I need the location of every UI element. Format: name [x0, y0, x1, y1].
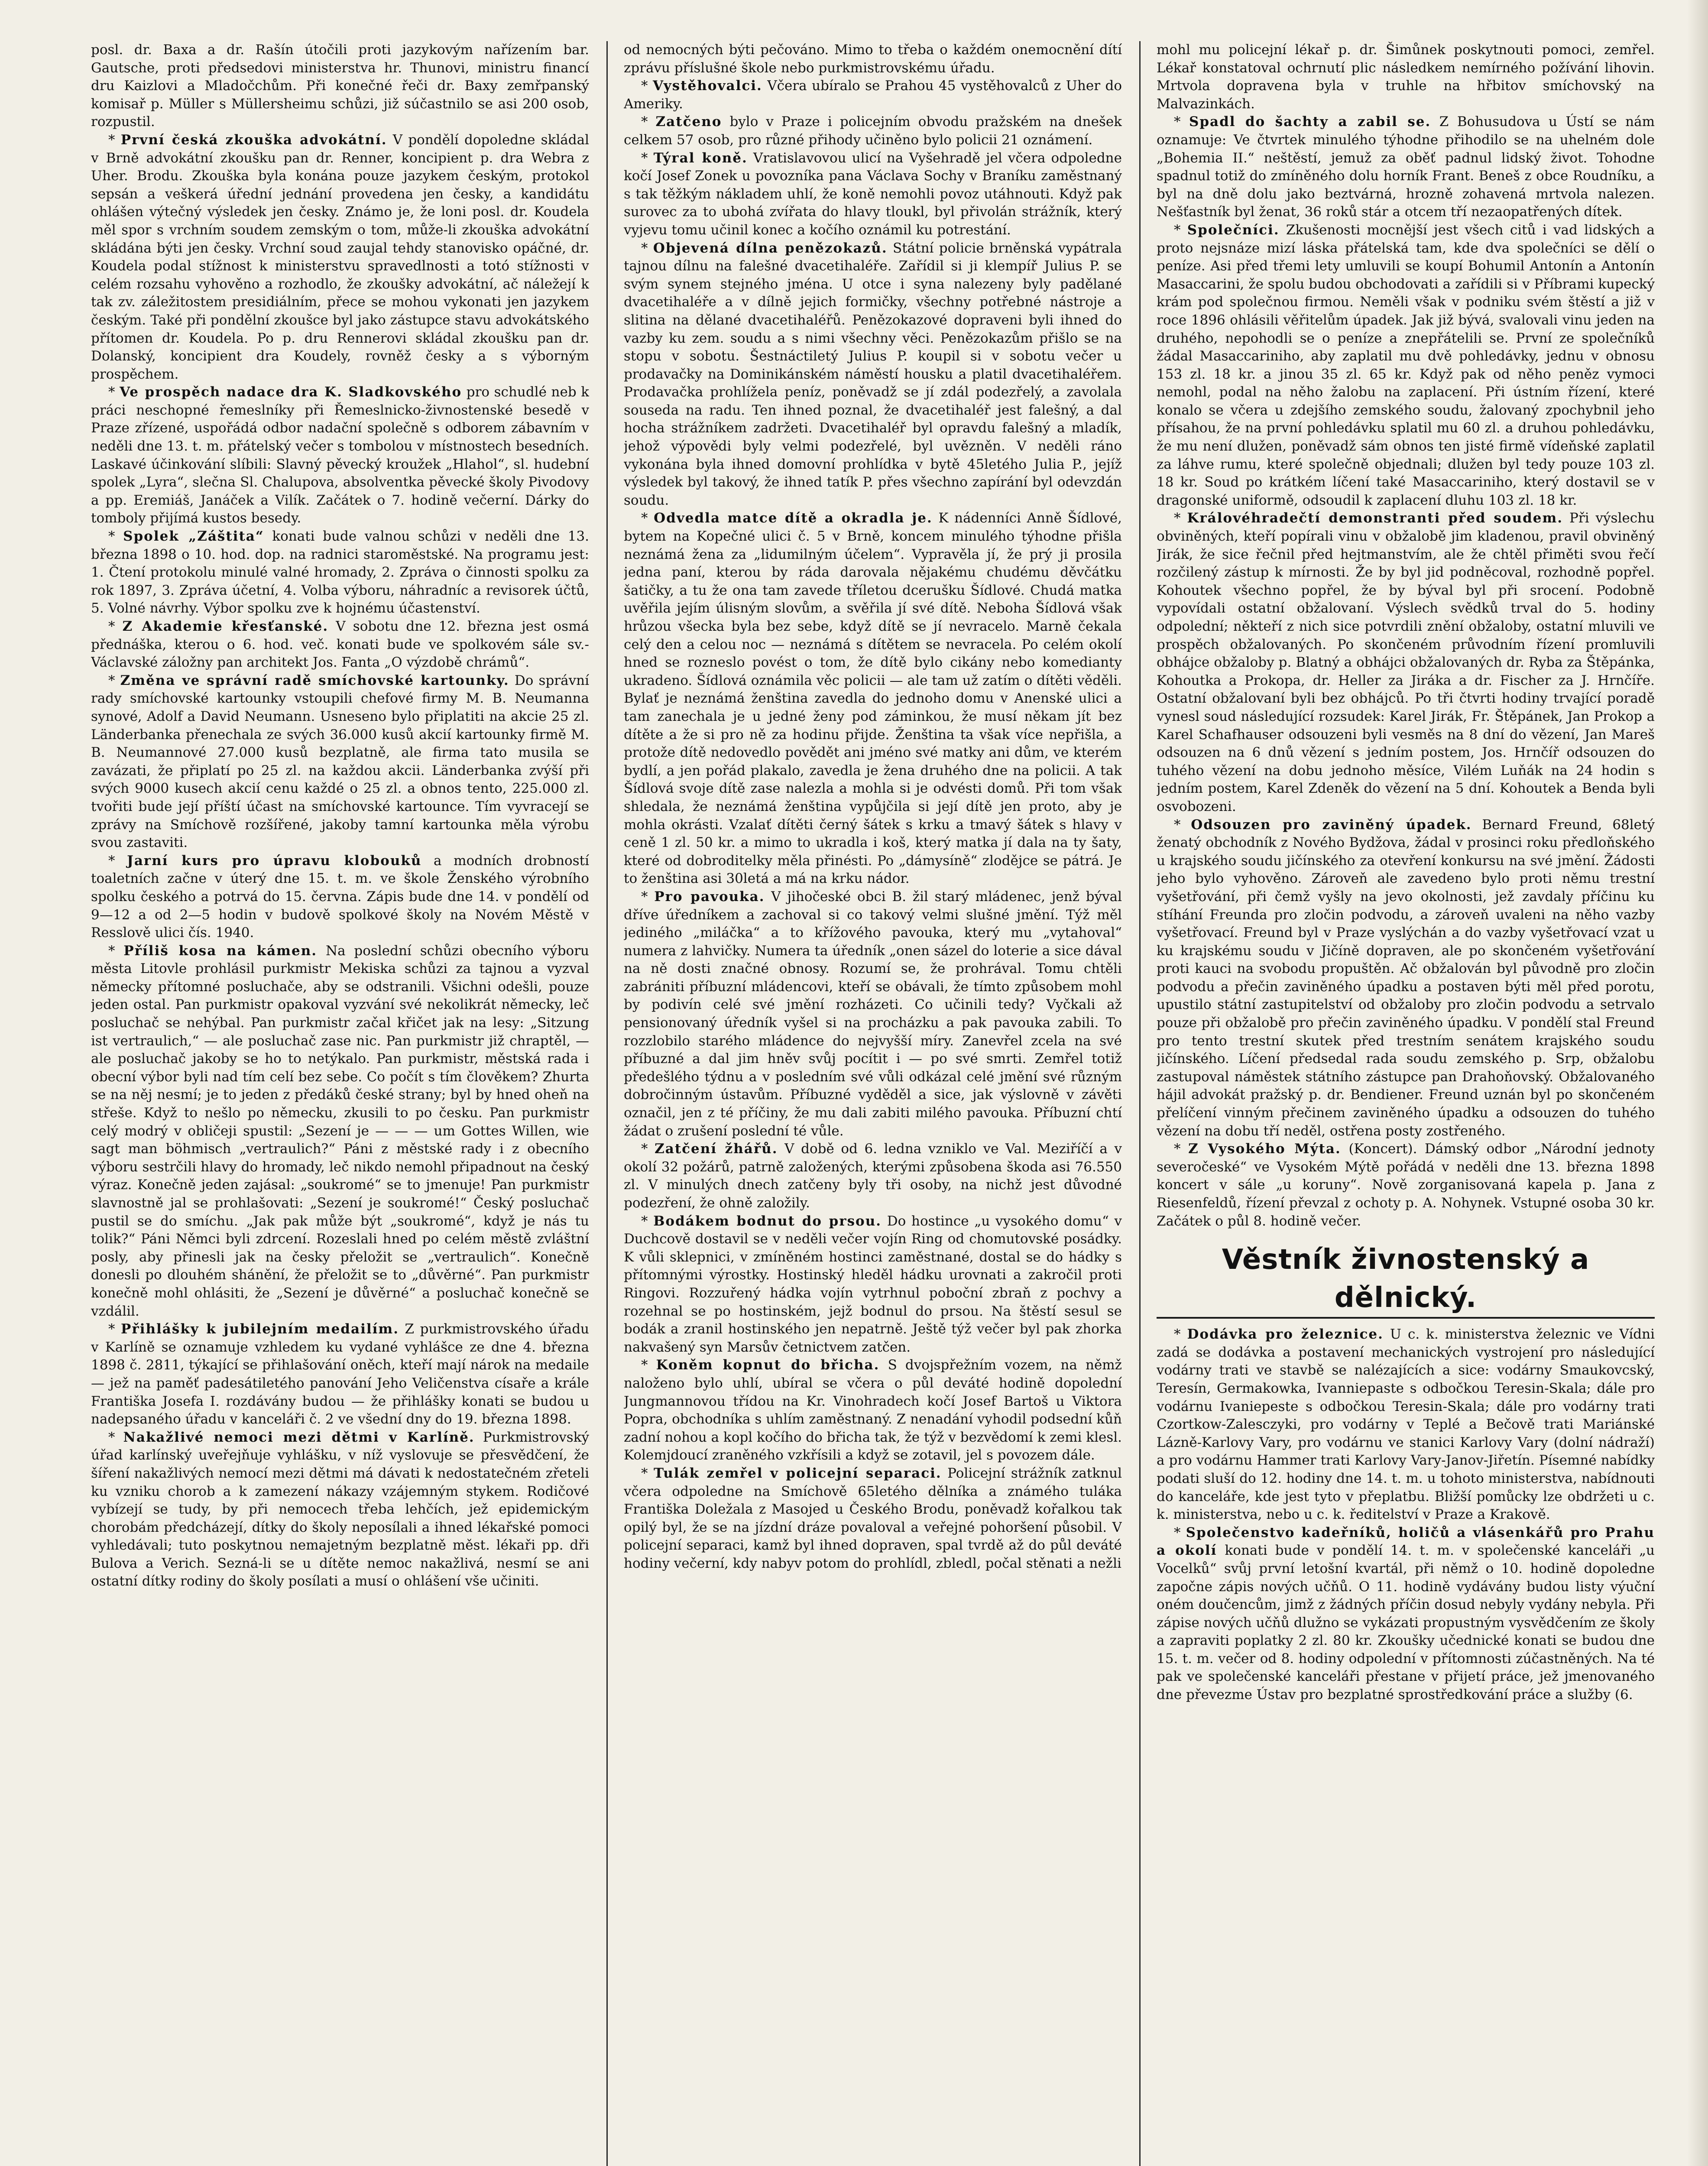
article-heading: Ve prospěch nadace dra K. Sladkovského: [120, 384, 462, 400]
article-heading: Zatčení žhářů.: [655, 1141, 778, 1157]
section-title: Věstník živnostenský a dělnický.: [1157, 1241, 1655, 1319]
article-text: Z purkmistrovského úřadu v Karlíně se oznamuje vzhledem ku vydané vyhlášce ze dne 4. března 1898 č. 2811, týkající se přihlašování oněch, kteří mají nárok na medaile — jež na paměť padesátiletého panování Jeho Veličenstva císaře a krále Františka Josefa I. rozdávány budou — že přihlášky konati se budou u nadepsaného úřadu v kanceláři č. 2 ve všední dny do 19. března 1898.: [91, 1321, 589, 1427]
article-heading: Pro pavouka.: [654, 888, 765, 905]
article-text: od nemocných býti pečováno. Mimo to třeba o každém onemocnění dítí zprávu příslušné škole nebo purkmistrovskému úřadu.: [624, 42, 1122, 76]
article-paragraph: * Změna ve správní radě smíchovské kartounky. Do správní rady smíchovské kartounky vstoupili chefové firmy M. B. Neumanna synové, Adolf a David Neumann. Usneseno bylo připlatiti na akcie 25 zl. Länderbanka přenechala ze svých 36.000 kusů akcií kartounky firmě M. B. Neumannové 27.000 kusů bezplatně, ale firma tato musila se zavázati, že připlatí po 25 zl. na každou akcii. Länderbanka zvýší při svých 9000 kusech akcií cenu každé o 25 zl. a obnos tento, 225.000 zl. tvořiti bude její příští účast na smíchovské kartounce. Tím vyvracejí se zprávy na Smíchově rozšířené, jakoby tamní kartounka měla výrobu svou zastaviti.: [91, 672, 589, 851]
article-heading: Změna ve správní radě smíchovské kartounky.: [120, 672, 509, 688]
article-paragraph: * Zatčeno bylo v Praze i policejním obvodu pražském na dnešek celkem 57 osob, pro různé přihody učiněno bylo policii 21 oznámení.: [624, 114, 1122, 148]
article-heading: Odsouzen pro zaviněný úpadek.: [1191, 817, 1472, 833]
article-heading: Vystěhovalci.: [652, 78, 762, 94]
column-rule-right: [1139, 41, 1141, 2166]
article-paragraph: * Tulák zemřel v policejní separaci. Policejní strážník zatknul včera odpoledne na Smíchově 65letého dělníka a známého tuláka Františka Doležala z Masojed u Českého Brodu, poněvadž kořalkou tak opilý byl, že se na jízdní dráze povaloval a veřejné pohoršení působil. V policejní separaci, kamž byl ihned dopraven, spal tvrdě až do půl deváté hodiny večerní, kdy nabyv potom do prohlídl, zbledl, počal stěnati a nežli: [624, 1465, 1122, 1571]
article-paragraph: * První česká zkouška advokátní. V pondělí dopoledne skládal v Brně advokátní zkoušku pan dr. Renner, koncipient p. dra Webra z Uher. Brodu. Zkouška byla konána pouze jazykem českým, protokol sepsán a veškerá úřední jednání provedena jen česky, a kandidátu ohlášen výtečný výsledek jen česky. Známo je, že loni posl. dr. Koudela měl spor s vrchním soudem zemským o tom, může-li zkouška advokátní skládána býti jen česky. Vrchní soud zaujal tehdy stanovisko opáčné, dr. Koudela podal stížnost k ministerstvu spravedlnosti a totó stížnosti v celém rozsahu vyhověno a rozhodlo, že zkoušky advokátní, ač náležejí k tak zv. záležitostem presidiálním, přece se mohou vykonati jen jazykem českým. Také při pondělní zkoušce byl jako zástupce stavu advokátského přítomen dr. Koudela. Po p. dru Rennerovi skládal zkoušku pan dr. Dolanský, koncipient dra Koudely, rovněž česky a s výborným prospěchem.: [91, 132, 589, 382]
article-text: Purkmistrovský úřad karlínský uveřejňuje vyhlášku, v níž vyslovuje se přesvědčení, že šíření nakažlivých nemocí mezi dětmi má dávati k nedostatečném zřeteli ku vzniku chorob a k zamezení nákazy vzájemným stykem. Rodičové vybízejí se tudy, by při nemocech třeba lehčích, jež epidemickým chorobám předcházejí, dítky do školy neposílali a ihned lékařské pomoci vyhledávali; tuto poskytnou nemajetným bezplatně měst. lékaři pp. dři Bulova a Verich. Sezná-li se u dítěte nemoc nakažlivá, nesmí se ani ostatní dítky rodiny do školy posílati a musí o ohlášení vše učiniti.: [91, 1429, 589, 1589]
article-heading: Příliš kosa na kámen.: [123, 943, 318, 959]
article-heading: První česká zkouška advokátní.: [120, 132, 387, 148]
article-paragraph: [91, 41, 589, 131]
article-paragraph: * Koněm kopnut do břicha. S dvojspřežním vozem, na němž naloženo bylo uhlí, ubíral se včera o půl deváté hodině dopolední Jungmannovou třídou na Kr. Vinohradech kočí Josef Bartoš u Viktora Popra, obchodníka s uhlím zaměstnaný. Z nenadání vyhodil podsední kůň zadní nohou a kopl kočího do břicha tak, že týž v bezvědomí k zemi klesl. Kolemjdoucí zraněného vzkřísili a když se zotavil, jel s povozem dále.: [624, 1357, 1122, 1463]
article-heading: Tulák zemřel v policejní separaci.: [654, 1465, 942, 1481]
article-heading: Odvedla matce dítě a okradla je.: [654, 510, 933, 526]
article-paragraph: * Přihlášky k jubilejním medailím. Z purkmistrovského úřadu v Karlíně se oznamuje vzhledem ku vydané vyhlášce ze dne 4. března 1898 č. 2811, týkající se přihlašování oněch, kteří mají nárok na medaile — jež na paměť padesátiletého panování Jeho Veličenstva císaře a krále Františka Josefa I. rozdávány budou — že přihlášky konati se budou u nadepsaného úřadu v kanceláři č. 2 ve všední dny do 19. března 1898.: [91, 1321, 589, 1427]
article-heading: Koněm kopnut do břicha.: [656, 1357, 880, 1373]
article-heading: Dodávka pro železnice.: [1187, 1326, 1384, 1342]
article-heading: Z Akademie křesťanské.: [122, 619, 329, 634]
article-heading: Královéhradečtí demonstranti před soudem.: [1187, 510, 1563, 526]
article-paragraph: * Spadl do šachty a zabil se. Z Bohusudova u Ústí se nám oznamuje: Ve čtvrtek minulého týhodne přihodilo se na uhelném dole „Bohemia II.“ neštěstí, jemuž za oběť padnul lidský život. Tohodne spadnul totiž do zmíněného dolu horník Frant. Beneš z obce Roudníku, a byl na dně dolu jako beztvárná, hrozně zohavená mrtvola nalezen. Nešťastník byl ženat, 36 roků stár a otcem tří nezaopatřených dítek.: [1157, 114, 1655, 220]
article-paragraph: * Objevená dílna penězokazů. Státní policie brněnská vypátrala tajnou dílnu na falešné dvacetihaléře. Zařídil si ji klempíř Julius P. se svým synem stejného jména. U otce i syna nalezeny byly padělané dvacetihaléře a v dílně jejich formičky, všechny potřebné nástroje a slitina na dělané dvacetihaléřů. Penězokazové dopraveni byli ihned do vazby ku zem. soudu a s nimi všechny věci. Penězokazům přišlo se na stopu v sobotu. Šestnáctiletý Julius P. koupil si v sobotu večer u prodavačky na Dominikánském náměstí housku a platil dvacetihaléřem. Prodavačka prohlížela peníz, poněvadž se jí zdál podezřelý, a zavolala souseda na radu. Ten ihned poznal, že dvacetihaléř jest falešný, a dal hocha strážníkem zadržeti. Dvacetihaléř byl opravdu falešný a mladík, jehož výpovědi byly velmi podezřelé, byl uvězněn. V neděli ráno vykonána byla ihned domovní prohlídka v bytě 45letého Julia P., jejíž výsledek byl takový, že ihned tatík P. přes všechno zapírání byl odevzdán soudu.: [624, 240, 1122, 508]
article-text: Na poslední schůzi obecního výboru města Litovle prohlásil purkmistr Mekiska schůzi za tajnou a vyzval německy přítomné posluchače, aby se odstranili. Všichni odešli, pouze jeden ostal. Pan purkmistr opakoval vyzvání své nekolikrát německy, leč posluchač se nehýbal. Pan purkmistr začal křičet jak na lesy: „Sitzung ist vertraulich,“ — ale posluchač zase nic. Pan purkmistr již chraptěl, — ale posluchač jakoby se ho to netýkalo. Pan purkmistr, městská rada i obecní výbor byli nad tím celí bez sebe. Co počít s tím člověkem? Zhurta se na něj nesmí; je to jeden z předáků české strany; byl by hned oheň na střeše. Když to nešlo po německu, zkusili to po česku. Pan purkmistr celý modrý v obličeji spustil: „Sezení je — — — um Gottes Willen, wie sagt man böhmisch „vertraulich?“ Páni z městské rady i z obecního výboru sestrčili hlavy do hromady, leč nikdo nemohl připadnout na český výraz. Konečně jeden zajásal: „soukromé“ se to jmenuje! Pan purkmistr slavnostně jal se prohlašovati: „Sezení je soukromé!“ Český posluchač pustil se do smíchu. „Jak pak může být „soukromé“, když je nás tu tolik?“ Páni Němci byli zdrcení. Rozeslali hned po celém městě zvláštní posly, aby přinesli jak na česky přeložit se „vertraulich“. Konečně donesli po dlouhém shánění, že přeložit se to „důvěrné“. Pan purkmistr konečně mohl ohlásiti, že „Sezení je důvěrné“ a posluchač konečně se vzdálil.: [91, 943, 589, 1319]
article-text: Z Bohusudova u Ústí se nám oznamuje: Ve čtvrtek minulého týhodne přihodilo se na uhelném dole „Bohemia II.“ neštěstí, jemuž za oběť padnul lidský život. Tohodne spadnul totiž do zmíněného dolu horník Frant. Beneš z obce Roudníku, a byl na dně dolu jako beztvárná, hrozně zohavená mrtvola nalezen. Nešťastník byl ženat, 36 roků stár a otcem tří nezaopatřených dítek.: [1157, 114, 1655, 220]
article-text: konati bude v pondělí 14. t. m. v společenské kanceláři „u Vocelků“ svůj první letošní kvartál, při němž o 10. hodině dopoledne započne zápis nových učňů. O 11. hodině vydávány budou listy výuční oném doučencům, jimž z žádných příčin dosud nebyly vydány nebyla. Při zápise nových učňů dlužno se vykázati propustným vysvědčením ze školy a zapraviti poplatky 2 zl. 80 kr. Zkoušky učednické konati se budou dne 15. t. m. večer od 8. hodiny odpolední v přítomnosti zúčastněných. Na té pak ve společenské kanceláři přestane v přijetí práce, jež jmenovaného dne převezme Ústav pro bezplatné sprostředkování práce a služby (6.: [1157, 1543, 1655, 1703]
article-text: Při výslechu obviněných, kteří popírali vinu v obžalobě jim kladenou, pravil obviněný Jirák, že sice řečnil před hejtmanstvím, ale že chtěl přiměti svou řečí rozčilený zástup k mírnosti. Že by byl jid podněcoval, rozhodně popřel. Kohoutek všechno popřel, že by býval byl při srocení. Podobně vypovídali ostatní obžalovaní. Výslech svědků trval do 5. hodiny odpolední; někteří z nich sice potvrdili znění obžaloby, ostatní mluvili ve prospěch obžalovaných. Po skončeném průvodním řízení promluvili obhájce obžaloby p. Blatný a obhájci obžalovaných dr. Ryba za Štěpánka, Kohoutka a Prokopa, dr. Heller za Jiráka a dr. Fischer za J. Hrnčíře. Ostatní obžalovaní byli bez obhájců. Po tři čtvrti hodiny trvající poradě vynesl soud následující rozsudek: Karel Jirák, Fr. Štěpánek, Jan Prokop a Karel Schafhauser odsouzeni byli vesměs na 8 dní do vězení, Jan Mareš odsouzen na 6 dnů vězení s jedním postem, Jos. Hrnčíř odsouzen do tuhého vězení na dobu jednoho měsíce, Vilém Luňák na 24 hodin s jedním postem, Karel Zdeněk do vězení na 5 dní. Kohoutek a Benda byli osvobozeni.: [1157, 510, 1655, 814]
article-text: Vratislavovou ulicí na Vyšehradě jel včera odpoledne kočí Josef Zonek u povozníka pana Václava Sochy v Braníku zaměstnaný s tak těžkým nákladem uhlí, že koně nemohli povoz utáhnouti. Když pak surovec za to ubohá zvířata do hlavy tloukl, byl přivolán strážník, který vyjevu tomu učinil konec a kočího oznámil ku potrestání.: [624, 150, 1122, 238]
article-paragraph: * Společníci. Zkušenosti mocnější jest všech citů i vad lidských a proto nejsnáze mizí láska přátelská tam, kde dva společníci se dělí o peníze. Asi před třemi lety umluvili se koupí Bohumil Antonín a Antonín Masaccarini, že spolu budou obchodovati a zařídili si v Příbrami kupecký krám pod společnou firmou. Neměli však v podniku svém štěstí a již v roce 1896 ohlásili věřitelům úpadek. Jak již bývá, svalovali vinu jeden na druhého, nepohodli se o peníze a znepřátelili se. První ze společníků žádal Masaccariniho, aby zaplatil mu dvě pohledávky, jednu v obnosu 153 zl. 18 kr. a jinou 35 zl. 65 kr. Když pak od něho peněz vymoci nemohl, podal na něho žalobu na zaplacení. Při ústním řízení, které konalo se včera u zdejšího zemského soudu, žalovaný zpochybnil jeho přísahou, že na první pohledávku splatil mu 60 zl. a druhou pohledávku, že mu není dlužen, poněvadž sám obnos ten jisté firmě vídeňské zaplatil za láhve rumu, které společně objednali; dlužen byl tedy pouze 103 zl. 18 kr. Soud po krátkém líčení také Masaccarinihо, který dostavil se v dragonské uniformě, odsoudil k zaplacení dluhu 103 zl. 18 kr.: [1157, 222, 1655, 508]
article-heading: Zatčeno: [655, 114, 722, 130]
article-text: mohl mu policejní lékař p. dr. Šimůnek poskytnouti pomoci, zemřel. Lékař konstatoval ochrnutí plic následkem nemírného požívání lihovin. Mrtvola dopravena byla v truhle na hřbitov smíchovský na Malvazinkách.: [1157, 42, 1655, 112]
article-heading: Bodákem bodnut do prsou.: [653, 1213, 882, 1229]
article-paragraph: * Jarní kurs pro úpravu klobouků a modních drobností toaletních začne v úterý dne 15. t. m. ve škole Ženského výrobního spolku českého a potrvá do 15. června. Zápis bude dne 14. v pondělí od 9—12 a od 2—5 hodin v budově spolkové školy na Novém Městě v Resslově ulici čís. 1940.: [91, 853, 589, 941]
column-3: [1157, 41, 1655, 2166]
article-paragraph: * Dodávka pro železnice. U c. k. ministerstva železnic ve Vídni zadá se dodávka a postavení mechanických vystrojení pro následující vodárny trati ve stavbě se nalézajících a sice: vodárny Smaukovcský, Teresín, Germakowka, Ivanniepaste s odbočkou Teresin-Skala; dále pro vodárnu Ivaniepeste s odbočkou Teresin-Skala; dále pro vodárny trati Czortkow-Zalesczyki, pro vodárny v Teplé a Bečově trati Mariánské Lázně-Karlovy Vary, pro vodárnu ve stanici Karlovy Vary (dolní nádraží) a pro vodárnu Hammer trati Karlovy Vary-Janov-Jiřetín. Písemné nabídky podati sluší do 12. hodiny dne 14. t. m. u tohoto ministerstva, nabídnouti do kanceláře, kde jest tyto v přeplatbu. Bližší pomůcky lze obdržeti u c. k. ministerstva, nebo u c. k. ředitelství v Praze a Krakově.: [1157, 1326, 1655, 1523]
article-paragraph: * Odvedla matce dítě a okradla je. K nádenníci Anně Šídlové, bytem na Kopečné ulici č. 5 v Brně, koncem minulého týhodne přišla neznámá žena za „lidumilným účelem“. Vypravěla jí, že prý ji prosila jedna paní, kterou by ráda darovala nějakému chudému děvčátku šatičky, a tu že ona tam zavede tříletou dcerušku Šídlové. Chudá matka uvěřila jejím úlisným slovům, a svěřila jí své dítě. Neboha Šídlová však hrůzou všecka byla bez sebe, když dítě se jí nevracelo. Marně čekala celý den a celou noc — neznámá s dítětem se nevracela. Po celém okolí hned se rozneslo povést o tom, že dítě bylo cikány nebo komedianty ukradeno. Šídlová oznámila věc policii — ale tam už zatím o dítěti věděli. Bylať je neznámá ženština zavedla do jednoho domu v Anenské ulici a tam zanechala je u jedné ženy pod záminkou, že musí někam jít bez dítěte a že si pro ně za hodinu přijde. Ženština ta však více nepřišla, a protože dítě nedovedlo povědět ani jméno své matky ani dům, ve kterém bydlí, a jen pořád plakalo, zavedla je žena druhého dne na policii. A tak Šídlová svoje dítě zase nalezla a mohla si je odvésti domů. Při tom však shledala, že neznámá ženština vypůjčila si její dítě jen proto, aby je mohla okrásti. Vzalať dítěti černý šátek s krku a tmavý šátek s hlavy v ceně 1 zl. 50 kr. a mimo to ukradla i koš, který matka jí dala na ty šaty, které od dobroditelky měla přinésti. Po „dámysíně“ zlodějce se pátrá. Je to ženština asi 30letá a má na krku nádor.: [624, 510, 1122, 887]
article-paragraph: * Z Akademie křesťanské. V sobotu dne 12. března jest osmá přednáška, kterou o 6. hod. več. konati bude ve spolkovém sále sv.-Václavské záložny pan architekt Jos. Fanta „O výzdobě chrámů“.: [91, 619, 589, 671]
article-text: (Koncert). Dámský odbor „Národní jednoty severočeské“ ve Vysokém Mýtě pořádá v neděli dne 13. března 1898 koncert v sále „u koruny“. Nově zorganisovaná kapela p. Jana z Riesenfeldů, řízení převzal z ochoty p. A. Nohynek. Vstupné osoba 30 kr. Začátek o půl 8. hodině večer.: [1157, 1141, 1655, 1229]
article-text: V jihočeské obci B. žil starý mládenec, jenž býval dříve úředníkem a zachoval si co takový velmi slušné jmění. Týž měl jediného „miláčka“ a to křížového pavouka, který mu „vytahoval“ numera z lahvičky. Numera ta úředník „onen sázel do loterie a sice dával na ně dosti značné obnosy. Rozumí se, že prohrával. Tomu chtěli zabrániti příbuzní mládencovi, kteří se obávali, že tímto způsobem mohl by podivín celé své jmění rozházeti. Co učinili tedy? Vyčkali až pensionovaný úředník vyšel si na procházku a pak pavouka zabili. To rozzlobilo starého mládence do nejvyšší míry. Zanevřel zcela na své příbuzné a dal jim hněv svůj pocítit i — po své smrti. Zemřel totiž předešlého týdnu a v posledním své vůli odkázal celé jmění své různým dobročinným ústavům. Příbuzné vyděděl a sice, jak výslovně v závěti označil, jen z té příčiny, že mu dali zabiti milého pavouka. Příbuzní chtí žádat o zrušení poslední té vůle.: [624, 888, 1122, 1139]
article-paragraph: * Ve prospěch nadace dra K. Sladkovského pro schudlé neb k práci neschopné řemeslníky při Řemeslnicko-živnostenské besedě v Praze zřízené, uspořádá odbor nadační společně s odborem zábavním v neděli dne 13. t. m. přátelský večer s tombolou v místnostech besedních. Laskavé účinkování slíbili: Slavný pěvecký kroužek „Hlahol“, sl. hudební spolek „Lyra“, slečna Sl. Chalupova, absolventka pěvecké školy Pivodovy a pp. Eremiáš, Janáček a Vilík. Začátek o 7. hodině večerní. Dárky do tomboly přijímá kustos besedy.: [91, 384, 589, 526]
article-text: posl. dr. Baxa a dr. Rašín útočili proti jazykovým nařízením bar. Gautsche, proti předsedovi ministerstva hr. Thunovi, ministru financí dru Kaizlovi a Mladočchům. Při konečné řeči dr. Baxy zemřpanský komisař p. Müller s Müllersheimu schůzi, již súčastnilo se asi 200 osob, rozpustil.: [91, 42, 589, 130]
article-text: Policejní strážník zatknul včera odpoledne na Smíchově 65letého dělníka a známého tuláka Františka Doležala z Masojed u Českého Brodu, poněvadž kořalkou tak opilý byl, že se na jízdní dráze povaloval a veřejné pohoršení působil. V policejní separaci, kamž byl ihned dopraven, spal tvrdě až do půl deváté hodiny večerní, kdy nabyv potom do prohlídl, zbledl, počal stěnati a nežli: [624, 1465, 1122, 1571]
article-text: a modních drobností toaletních začne v úterý dne 15. t. m. ve škole Ženského výrobního spolku českého a potrvá do 15. června. Zápis bude dne 14. v pondělí od 9—12 a od 2—5 hodin v budově spolkové školy na Novém Městě v Resslově ulici čís. 1940.: [91, 853, 589, 941]
column-2: [624, 41, 1122, 2166]
article-text: Zkušenosti mocnější jest všech citů i vad lidských a proto nejsnáze mizí láska přátelská tam, kde dva společníci se dělí o peníze. Asi před třemi lety umluvili se koupí Bohumil Antonín a Antonín Masaccarini, že spolu budou obchodovati a zařídili si v Příbrami kupecký krám pod společnou firmou. Neměli však v podniku svém štěstí a již v roce 1896 ohlásili věřitelům úpadek. Jak již bývá, svalovali vinu jeden na druhého, nepohodli se o peníze a znepřátelili se. První ze společníků žádal Masaccariniho, aby zaplatil mu dvě pohledávky, jednu v obnosu 153 zl. 18 kr. a jinou 35 zl. 65 kr. Když pak od něho peněz vymoci nemohl, podal na něho žalobu na zaplacení. Při ústním řízení, které konalo se včera u zdejšího zemského soudu, žalovaný zpochybnil jeho přísahou, že na první pohledávku splatil mu 60 zl. a druhou pohledávku, že mu není dlužen, poněvadž sám obnos ten jisté firmě vídeňské zaplatil za láhve rumu, které společně objednali; dlužen byl tedy pouze 103 zl. 18 kr. Soud po krátkém líčení také Masaccarinihо, který dostavil se v dragonské uniformě, odsoudil k zaplacení dluhu 103 zl. 18 kr.: [1157, 222, 1655, 508]
article-paragraph: * Pro pavouka. V jihočeské obci B. žil starý mládenec, jenž býval dříve úředníkem a zachoval si co takový velmi slušné jmění. Týž měl jediného „miláčka“ a to křížového pavouka, který mu „vytahoval“ numera z lahvičky. Numera ta úředník „onen sázel do loterie a sice dával na ně dosti značné obnosy. Rozumí se, že prohrával. Tomu chtěli zabrániti příbuzní mládencovi, kteří se obávali, že tímto způsobem mohl by podivín celé své jmění rozházeti. Co učinili tedy? Vyčkali až pensionovaný úředník vyšel si na procházku a pak pavouka zabili. To rozzlobilo starého mládence do nejvyšší míry. Zanevřel zcela na své příbuzné a dal jim hněv svůj pocítit i — po své smrti. Zemřel totiž předešlého týdnu a v posledním své vůli odkázal celé jmění své různým dobročinným ústavům. Příbuzné vyděděl a sice, jak výslovně v závěti označil, jen z té příčiny, že mu dali zabiti milého pavouka. Příbuzní chtí žádat o zrušení poslední té vůle.: [624, 888, 1122, 1139]
article-heading: Z Vysokého Mýta.: [1188, 1141, 1341, 1157]
article-text: S dvojspřežním vozem, na němž naloženo bylo uhlí, ubíral se včera o půl deváté hodině dopolední Jungmannovou třídou na Kr. Vinohradech kočí Josef Bartoš u Viktora Popra, obchodníka s uhlím zaměstnaný. Z nenadání vyhodil podsední kůň zadní nohou a kopl kočího do břicha tak, že týž v bezvědomí k zemi klesl. Kolemjdoucí zraněného vzkřísili a když se zotavil, jel s povozem dále.: [624, 1357, 1122, 1463]
article-text: V sobotu dne 12. března jest osmá přednáška, kterou o 6. hod. več. konati bude ve spolkovém sále sv.-Václavské záložny pan architekt Jos. Fanta „O výzdobě chrámů“.: [91, 619, 589, 671]
newspaper-page: [91, 41, 1655, 2166]
article-heading: Nakažlivé nemoci mezi dětmi v Karlíně.: [123, 1429, 475, 1445]
article-text: bylo v Praze i policejním obvodu pražském na dnešek celkem 57 osob, pro různé přihody učiněno bylo policii 21 oznámení.: [624, 114, 1122, 148]
article-paragraph: [1157, 41, 1655, 113]
article-paragraph: * Týral koně. Vratislavovou ulicí na Vyšehradě jel včera odpoledne kočí Josef Zonek u povozníka pana Václava Sochy v Braníku zaměstnaný s tak těžkým nákladem uhlí, že koně nemohli povoz utáhnouti. Když pak surovec za to ubohá zvířata do hlavy tloukl, byl přivolán strážník, který vyjevu tomu učinil konec a kočího oznámil ku potrestání.: [624, 150, 1122, 238]
article-heading: Objevená dílna penězokazů.: [653, 240, 888, 256]
article-text: pro schudlé neb k práci neschopné řemeslníky při Řemeslnicko-živnostenské besedě v Praze zřízené, uspořádá odbor nadační společně s odborem zábavním v neděli dne 13. t. m. přátelský večer s tombolou v místnostech besedních. Laskavé účinkování slíbili: Slavný pěvecký kroužek „Hlahol“, sl. hudební spolek „Lyra“, slečna Sl. Chalupova, absolventka pěvecké školy Pivodovy a pp. Eremiáš, Janáček a Vilík. Začátek o 7. hodině večerní. Dárky do tomboly přijímá kustos besedy.: [91, 384, 589, 526]
article-text: U c. k. ministerstva železnic ve Vídni zadá se dodávka a postavení mechanických vystrojení pro následující vodárny trati ve stavbě se nalézajících a sice: vodárny Smaukovcský, Teresín, Germakowka, Ivanniepaste s odbočkou Teresin-Skala; dále pro vodárnu Ivaniepeste s odbočkou Teresin-Skala; dále pro vodárny trati Czortkow-Zalesczyki, pro vodárny v Teplé a Bečově trati Mariánské Lázně-Karlovy Vary, pro vodárnu ve stanici Karlovy Vary (dolní nádraží) a pro vodárnu Hammer trati Karlovy Vary-Janov-Jiřetín. Písemné nabídky podati sluší do 12. hodiny dne 14. t. m. u tohoto ministerstva, nabídnouti do kanceláře, kde jest tyto v přeplatbu. Bližší pomůcky lze obdržeti u c. k. ministerstva, nebo u c. k. ředitelství v Praze a Krakově.: [1157, 1326, 1655, 1523]
article-paragraph: * Spolek „Záštita“ konati bude valnou schůzi v neděli dne 13. března 1898 o 10. hod. dop. na radnici staroměstské. Na programu jest: 1. Čtení protokolu minulé valné hromady, 2. Zpráva o činnosti spolku za rok 1897, 3. Zpráva účetní, 4. Volba výboru, náhradníc a revisorek účtů, 5. Volné návrhy. Výbor spolku zve k hojnému účastenství.: [91, 529, 589, 616]
article-paragraph: * Bodákem bodnut do prsou. Do hostince „u vysokého domu“ v Duchcově dostavil se v neděli večer vojín Ring od chomutovské posádky. K vůli sklepnici, v zmíněném hostinci zaměstnané, dostal se do hádky s přítomnými výrostky. Hostinský hleděl hádku urovnati a zakročil proti Ringovi. Rozzuřený hádka vojín vytrhnul poboční zbraň z pochvy a rozehnal se po hostinském, jejž bodnul do prsou. Na štěstí sesul se bodák a zranil hostinského jen nepatrně. Ještě týž večer byl pak zhorka nakvašený syn Marsův četnictvem zatčen.: [624, 1213, 1122, 1355]
article-heading: Spolek „Záštita“: [123, 529, 264, 545]
page-edge-shadow: [1687, 0, 1708, 2166]
article-heading: Spadl do šachty a zabil se.: [1189, 114, 1431, 130]
article-paragraph: * Příliš kosa na kámen. Na poslední schůzi obecního výboru města Litovle prohlásil purkmistr Mekiska schůzi za tajnou a vyzval německy přítomné posluchače, aby se odstranili. Všichni odešli, pouze jeden ostal. Pan purkmistr opakoval vyzvání své nekolikrát německy, leč posluchač se nehýbal. Pan purkmistr začal křičet jak na lesy: „Sitzung ist vertraulich,“ — ale posluchač zase nic. Pan purkmistr již chraptěl, — ale posluchač jakoby se ho to netýkalo. Pan purkmistr, městská rada i obecní výbor byli nad tím celí bez sebe. Co počít s tím člověkem? Zhurta se na něj nesmí; je to jeden z předáků české strany; byl by hned oheň na střeše. Když to nešlo po německu, zkusili to po česku. Pan purkmistr celý modrý v obličeji spustil: „Sezení je — — — um Gottes Willen, wie sagt man böhmisch „vertraulich?“ Páni z městské rady i z obecního výboru sestrčili hlavy do hromady, leč nikdo nemohl připadnout na český výraz. Konečně jeden zajásal: „soukromé“ se to jmenuje! Pan purkmistr slavnostně jal se prohlašovati: „Sezení je soukromé!“ Český posluchač pustil se do smíchu. „Jak pak může být „soukromé“, když je nás tu tolik?“ Páni Němci byli zdrcení. Rozeslali hned po celém městě zvláštní posly, aby přinesli jak na česky přeložit se „vertraulich“. Konečně donesli po dlouhém shánění, že přeložit se to „důvěrné“. Pan purkmistr konečně mohl ohlásiti, že „Sezení je důvěrné“ a posluchač konečně se vzdálil.: [91, 943, 589, 1319]
column-1: [91, 41, 589, 2166]
article-paragraph: [624, 41, 1122, 77]
article-paragraph: * Z Vysokého Mýta. (Koncert). Dámský odbor „Národní jednoty severočeské“ ve Vysokém Mýtě pořádá v neděli dne 13. března 1898 koncert v sále „u koruny“. Nově zorganisovaná kapela p. Jana z Riesenfeldů, řízení převzal z ochoty p. A. Nohynek. Vstupné osoba 30 kr. Začátek o půl 8. hodině večer.: [1157, 1141, 1655, 1229]
article-heading: Společenstvo kadeřníků, holičů a vlásenkářů pro Prahu a okolí: [1157, 1524, 1655, 1559]
article-paragraph: * Odsouzen pro zaviněný úpadek. Bernard Freund, 68letý ženatý obchodník z Nového Bydžova, žádal v prosinci roku předloňského u krajského soudu jičínského za otevření konkursu na své jmění. Žádosti jeho bylo vyhověno. Zároveň ale zavedeno bylo proti němu trestní vyšetřování, při čemž vyšly na jevo okolnosti, jež zavdaly příčinu ku stíhání Freunda pro zločin podvodu, a zároveň uvaleni na něho vazby vyšetřovací. Freund byl v Praze vyslýchán a do vazby vyšetřovací vzat u ku krajskému soudu v Jičíně dopraven, ale po skončeném vyšetřování proti kauci na svobodu propuštěn. Ač obžalován byl původně pro zločin podvodu a přečin zaviněného úpadku a postaven býti měl před porotu, upustilo státní zastupitelství od obžaloby pro zločin podvodu a setrvalo pouze při obžalobě pro přečin zaviněného úpadku. V pondělí stal Freund pro tento trestní skutek před trestním senátem krajského soudu jičínského. Líčení předsedal rada soudu zemského p. Srp, obžalobu zastupoval náměstek státního zástupce pan Drahoňovský. Obžalovaného hájil advokát pražský p. dr. Bendiener. Freund uznán byl po skončeném přelíčení vinným přečinem zaviněného úpadku a odsouzen do tuhého vězení na dobu tří neděl, ostřena posty zostřeného.: [1157, 817, 1655, 1139]
article-text: Včera ubíralo se Prahou 45 vystěhovalců z Uher do Ameriky.: [624, 78, 1122, 112]
article-text: konati bude valnou schůzi v neděli dne 13. března 1898 o 10. hod. dop. na radnici staroměstské. Na programu jest: 1. Čtení protokolu minulé valné hromady, 2. Zpráva o činnosti spolku za rok 1897, 3. Zpráva účetní, 4. Volba výboru, náhradníc a revisorek účtů, 5. Volné návrhy. Výbor spolku zve k hojnému účastenství.: [91, 529, 589, 616]
article-heading: Přihlášky k jubilejním medailím.: [121, 1321, 399, 1337]
article-text: V době od 6. ledna vzniklo ve Val. Meziříčí a v okolí 32 požárů, patrně založených, kterými způsobena škoda asi 76.550 zl. V minulých dnech zatčeny byly tři osoby, na nichž jest důvodné podezření, že ohně založily.: [624, 1141, 1122, 1211]
article-text: Do hostince „u vysokého domu“ v Duchcově dostavil se v neděli večer vojín Ring od chomutovské posádky. K vůli sklepnici, v zmíněném hostinci zaměstnané, dostal se do hádky s přítomnými výrostky. Hostinský hleděl hádku urovnati a zakročil proti Ringovi. Rozzuřený hádka vojín vytrhnul poboční zbraň z pochvy a rozehnal se po hostinském, jejž bodnul do prsou. Na štěstí sesul se bodák a zranil hostinského jen nepatrně. Ještě týž večer byl pak zhorka nakvašený syn Marsův četnictvem zatčen.: [624, 1213, 1122, 1355]
article-paragraph: * Královéhradečtí demonstranti před soudem. Při výslechu obviněných, kteří popírali vinu v obžalobě jim kladenou, pravil obviněný Jirák, že sice řečnil před hejtmanstvím, ale že chtěl přiměti svou řečí rozčilený zástup k mírnosti. Že by byl jid podněcoval, rozhodně popřel. Kohoutek všechno popřel, že by býval byl při srocení. Podobně vypovídali ostatní obžalovaní. Výslech svědků trval do 5. hodiny odpolední; někteří z nich sice potvrdili znění obžaloby, ostatní mluvili ve prospěch obžalovaných. Po skončeném průvodním řízení promluvili obhájce obžaloby p. Blatný a obhájci obžalovaných dr. Ryba za Štěpánka, Kohoutka a Prokopa, dr. Heller za Jiráka a dr. Fischer za J. Hrnčíře. Ostatní obžalovaní byli bez obhájců. Po tři čtvrti hodiny trvající poradě vynesl soud následující rozsudek: Karel Jirák, Fr. Štěpánek, Jan Prokop a Karel Schafhauser odsouzeni byli vesměs na 8 dní do vězení, Jan Mareš odsouzen na 6 dnů vězení s jedním postem, Jos. Hrnčíř odsouzen do tuhého vězení na dobu jednoho měsíce, Vilém Luňák na 24 hodin s jedním postem, Karel Zdeněk do vězení na 5 dní. Kohoutek a Benda byli osvobozeni.: [1157, 510, 1655, 814]
article-paragraph: * Zatčení žhářů. V době od 6. ledna vzniklo ve Val. Meziříčí a v okolí 32 požárů, patrně založených, kterými způsobena škoda asi 76.550 zl. V minulých dnech zatčeny byly tři osoby, na nichž jest důvodné podezření, že ohně založily.: [624, 1141, 1122, 1211]
article-text: V pondělí dopoledne skládal v Brně advokátní zkoušku pan dr. Renner, koncipient p. dra Webra z Uher. Brodu. Zkouška byla konána pouze jazykem českým, protokol sepsán a veškerá úřední jednání provedena jen česky, a kandidátu ohlášen výtečný výsledek jen česky. Známo je, že loni posl. dr. Koudela měl spor s vrchním soudem zemským o tom, může-li zkouška advokátní skládána býti jen česky. Vrchní soud zaujal tehdy stanovisko opáčné, dr. Koudela podal stížnost k ministerstvu spravedlnosti a totó stížnosti v celém rozsahu vyhověno a rozhodlo, že zkoušky advokátní, ač náležejí k tak zv. záležitostem presidiálním, přece se mohou vykonati jen jazykem českým. Také při pondělní zkoušce byl jako zástupce stavu advokátského přítomen dr. Koudela. Po p. dru Rennerovi skládal zkoušku pan dr. Dolanský, koncipient dra Koudely, rovněž česky a s výborným prospěchem.: [91, 132, 589, 382]
article-paragraph: * Vystěhovalci. Včera ubíralo se Prahou 45 vystěhovalců z Uher do Ameriky.: [624, 78, 1122, 112]
article-paragraph: * Nakažlivé nemoci mezi dětmi v Karlíně. Purkmistrovský úřad karlínský uveřejňuje vyhlášku, v níž vyslovuje se přesvědčení, že šíření nakažlivých nemocí mezi dětmi má dávati k nedostatečném zřeteli ku vzniku chorob a k zamezení nákazy vzájemným stykem. Rodičové vybízejí se tudy, by při nemocech třeba lehčích, jež epidemickým chorobám předcházejí, dítky do školy neposílali a ihned lékařské pomoci vyhledávali; tuto poskytnou nemajetným bezplatně měst. lékaři pp. dři Bulova a Verich. Sezná-li se u dítěte nemoc nakažlivá, nesmí se ani ostatní dítky rodiny do školy posílati a musí o ohlášení vše učiniti.: [91, 1429, 589, 1589]
article-heading: Týral koně.: [653, 150, 748, 166]
article-text: Do správní rady smíchovské kartounky vstoupili chefové firmy M. B. Neumanna synové, Adolf a David Neumann. Usneseno bylo připlatiti na akcie 25 zl. Länderbanka přenechala ze svých 36.000 kusů akcií kartounky firmě M. B. Neumannové 27.000 kusů bezplatně, ale firma tato musila se zavázati, že připlatí po 25 zl. na každou akcii. Länderbanka zvýší při svých 9000 kusech akcií cenu každé o 25 zl. a obnos tento, 225.000 zl. tvořiti bude její příští účast na smíchovské kartounce. Tím vyvracejí se zprávy na Smíchově rozšířené, jakoby tamní kartounka měla výrobu svou zastaviti.: [91, 672, 589, 851]
article-paragraph: * Společenstvo kadeřníků, holičů a vlásenkářů pro Prahu a okolí konati bude v pondělí 14. t. m. v společenské kanceláři „u Vocelků“ svůj první letošní kvartál, při němž o 10. hodině dopoledne započne zápis nových učňů. O 11. hodině vydávány budou listy výuční oném doučencům, jimž z žádných příčin dosud nebyly vydány nebyla. Při zápise nových učňů dlužno se vykázati propustným vysvědčením ze školy a zapraviti poplatky 2 zl. 80 kr. Zkoušky učednické konati se budou dne 15. t. m. večer od 8. hodiny odpolední v přítomnosti zúčastněných. Na té pak ve společenské kanceláři přestane v přijetí práce, jež jmenovaného dne převezme Ústav pro bezplatné sprostředkování práce a služby (6.: [1157, 1524, 1655, 1703]
column-rule-left: [606, 41, 608, 2166]
article-text: K nádenníci Anně Šídlové, bytem na Kopečné ulici č. 5 v Brně, koncem minulého týhodne přišla neznámá žena za „lidumilným účelem“. Vypravěla jí, že prý ji prosila jedna paní, kterou by ráda darovala nějakému chudému děvčátku šatičky, a tu že ona tam zavede tříletou dcerušku Šídlové. Chudá matka uvěřila jejím úlisným slovům, a svěřila jí své dítě. Neboha Šídlová však hrůzou všecka byla bez sebe, když dítě se jí nevracelo. Marně čekala celý den a celou noc — neznámá s dítětem se nevracela. Po celém okolí hned se rozneslo povést o tom, že dítě bylo cikány nebo komedianty ukradeno. Šídlová oznámila věc policii — ale tam už zatím o dítěti věděli. Bylať je neznámá ženština zavedla do jednoho domu v Anenské ulici a tam zanechala je u jedné ženy pod záminkou, že musí někam jít bez dítěte a že si pro ně za hodinu přijde. Ženština ta však více nepřišla, a protože dítě nedovedlo povědět ani jméno své matky ani dům, ve kterém bydlí, a jen pořád plakalo, zavedla je žena druhého dne na policii. A tak Šídlová svoje dítě zase nalezla a mohla si je odvésti domů. Při tom však shledala, že neznámá ženština vypůjčila si její dítě jen proto, aby je mohla okrásti. Vzalať dítěti černý šátek s krku a tmavý šátek s hlavy v ceně 1 zl. 50 kr. a mimo to ukradla i koš, který matka jí dala na ty šaty, které od dobroditelky měla přinésti. Po „dámysíně“ zlodějce se pátrá. Je to ženština asi 30letá a má na krku nádor.: [624, 510, 1122, 887]
article-heading: Společníci.: [1187, 222, 1280, 238]
article-heading: Jarní kurs pro úpravu klobouků: [127, 853, 422, 869]
article-text: Bernard Freund, 68letý ženatý obchodník z Nového Bydžova, žádal v prosinci roku předloňského u krajského soudu jičínského za otevření konkursu na své jmění. Žádosti jeho bylo vyhověno. Zároveň ale zavedeno bylo proti němu trestní vyšetřování, při čemž vyšly na jevo okolnosti, jež zavdaly příčinu ku stíhání Freunda pro zločin podvodu, a zároveň uvaleni na něho vazby vyšetřovací. Freund byl v Praze vyslýchán a do vazby vyšetřovací vzat u ku krajskému soudu v Jičíně dopraven, ale po skončeném vyšetřování proti kauci na svobodu propuštěn. Ač obžalován byl původně pro zločin podvodu a přečin zaviněného úpadku a postaven býti měl před porotu, upustilo státní zastupitelství od obžaloby pro zločin podvodu a setrvalo pouze při obžalobě pro přečin zaviněného úpadku. V pondělí stal Freund pro tento trestní skutek před trestním senátem krajského soudu jičínského. Líčení předsedal rada soudu zemského p. Srp, obžalobu zastupoval náměstek státního zástupce pan Drahoňovský. Obžalovaného hájil advokát pražský p. dr. Bendiener. Freund uznán byl po skončeném přelíčení vinným přečinem zaviněného úpadku a odsouzen do tuhého vězení na dobu tří neděl, ostřena posty zostřeného.: [1157, 817, 1655, 1139]
article-text: Státní policie brněnská vypátrala tajnou dílnu na falešné dvacetihaléře. Zařídil si ji klempíř Julius P. se svým synem stejného jména. U otce i syna nalezeny byly padělané dvacetihaléře a v dílně jejich formičky, všechny potřebné nástroje a slitina na dělané dvacetihaléřů. Penězokazové dopraveni byli ihned do vazby ku zem. soudu a s nimi všechny věci. Penězokazům přišlo se na stopu v sobotu. Šestnáctiletý Julius P. koupil si v sobotu večer u prodavačky na Dominikánském náměstí housku a platil dvacetihaléřem. Prodavačka prohlížela peníz, poněvadž se jí zdál podezřelý, a zavolala souseda na radu. Ten ihned poznal, že dvacetihaléř jest falešný, a dal hocha strážníkem zadržeti. Dvacetihaléř byl opravdu falešný a mladík, jehož výpovědi byly velmi podezřelé, byl uvězněn. V neděli ráno vykonána byla ihned domovní prohlídka v bytě 45letého Julia P., jejíž výsledek byl takový, že ihned tatík P. přes všechno zapírání byl odevzdán soudu.: [624, 240, 1122, 508]
